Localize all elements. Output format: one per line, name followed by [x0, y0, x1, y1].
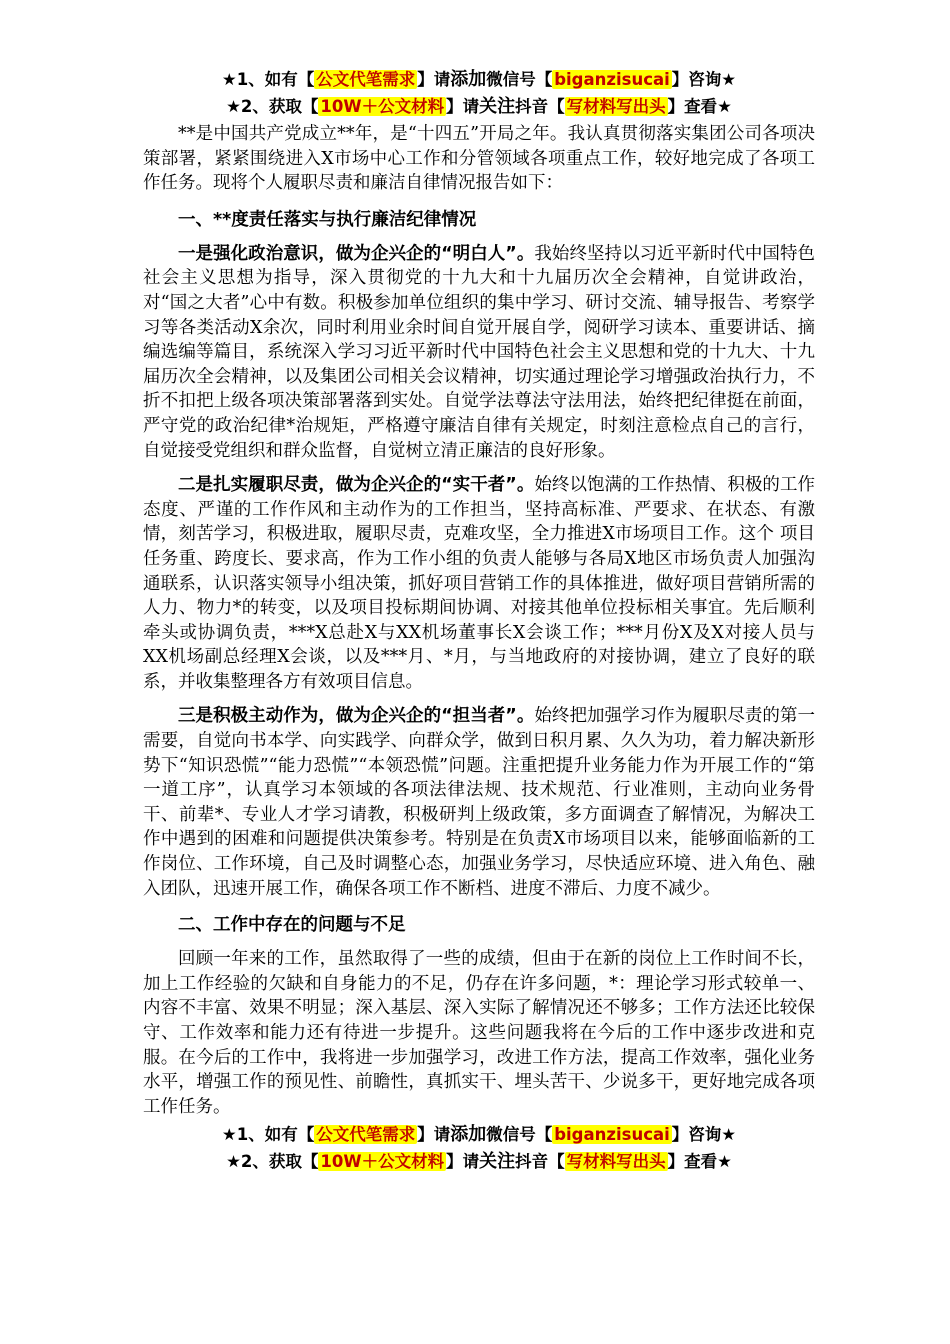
promo-text: ★1、如有【	[221, 70, 315, 89]
promo-text: 】咨询★	[671, 1125, 737, 1145]
promo-text: 】咨询★	[671, 70, 737, 89]
point-lead: 三是积极主动作为，做为企兴企的“担当者”。	[178, 706, 535, 727]
promo-text: ★2、获取【	[226, 1152, 319, 1172]
promo-text: 】查看★	[667, 97, 732, 116]
paragraph-point-3	[143, 704, 815, 901]
promo-text: 】查看★	[667, 1152, 732, 1172]
promo-highlight: 写材料写出头	[566, 97, 666, 116]
promo-text: ★2、获取【	[226, 97, 319, 116]
promo-text: 】请添加微信号【	[417, 69, 553, 90]
promo-highlight: 写材料写出头	[566, 1152, 666, 1172]
promo-highlight: biganzisucai	[554, 1125, 670, 1145]
promo-line-3	[143, 1121, 815, 1148]
point-text: 始终以饱满的工作热情、积极的工作态度、严谨的工作作风和主动作为的工作担当，坚持高标准、严要求、在状态、有激情，刻苦学习，积极进取，履职尽责，克难攻坚，全力推进X市场项目工作。这个 项目任务重、跨度长、要求高，作为工作小组的负责人能够与各局X地区市场负责人加强沟通联系，认识落实领导小组决策，抓好项目营销工作的具体推进，做好项目营销所需的人力、物力*的转变，以及项目投标期间协调、对接其他单位投标相关事宜。先后顺利牵头或协调负责，***X总赴X与XX机场董事长X会谈工作；***月份X及X对接人员与XX机场副总经理X会谈，以及***月、*月，与当地政府的对接协调，建立了良好的联系，并收集整理各方有效项目信息。	[143, 475, 815, 692]
promo-highlight: 10W＋公文材料	[320, 97, 445, 116]
point-text: 始终把加强学习作为履职尽责的第一需要，自觉向书本学、向实践学、向群众学，做到日积月累、久久为功，着力解决新形势下“知识恐慌”“能力恐慌”“本领恐慌”问题。注重把提升业务能力作为开展工作的“第一道工序”，认真学习本领域的各项法律法规、技术规范、行业准则，主动向业务骨干、前辈*、专业人才学习请教，积极研判上级政策，多方面调查了解情况，为解决工作中遇到的困难和问题提供决策参考。特别是在负责X市场项目以来，能够面临新的工作岗位、工作环境，自己及时调整心态，加强业务学习，尽快适应环境、进入角色、融入团队，迅速开展工作，确保各项工作不断档、进度不滞后、力度不减少。	[143, 706, 815, 899]
promo-line-1	[143, 66, 815, 93]
promo-text: 】请关注抖音【	[446, 96, 565, 117]
promo-text: ★1、如有【	[221, 1125, 315, 1145]
point-text: 我始终坚持以习近平新时代中国特色社会主义思想为指导，深入贯彻党的十九大和十九届历次全会精神，自觉讲政治，对“国之大者”心中有数。积极参加单位组织的集中学习、研讨交流、辅导报告、考察学习等各类活动X余次，同时利用业余时间自觉开展自学，阅研学习读本、重要讲话、摘编选编等篇目，系统深入学习习近平新时代中国特色社会主义思想和党的十九大、十九届历次全会精神，以及集团公司相关会议精神，切实通过理论学习增强政治执行力，不折不扣把上级各项决策部署落到实处。自觉学法尊法守法用法，始终把纪律挺在前面，严守党的政治纪律*治规矩，严格遵守廉洁自律有关规定，时刻注意检点自己的言行，自觉接受党组织和群众监督，自觉树立清正廉洁的良好形象。	[143, 243, 815, 461]
promo-text: 】请关注抖音【	[446, 1151, 565, 1173]
promo-highlight: 公文代笔需求	[316, 1125, 416, 1145]
intro-paragraph: **是中国共产党成立**年，是“十四五”开局之年。我认真贯彻落实集团公司各项决策部署，紧紧围绕进入X市场中心工作和分管领域各项重点工作，较好地完成了各项工作任务。现将个人履职尽责和廉洁自律情况报告如下：	[143, 124, 815, 194]
promo-highlight: 公文代笔需求	[316, 70, 416, 89]
promo-line-2	[143, 93, 815, 120]
paragraph-point-1	[143, 242, 815, 463]
promo-highlight: biganzisucai	[554, 70, 670, 89]
section-2-paragraph: 回顾一年来的工作，虽然取得了一些的成绩，但由于在新的岗位上工作时间不长，加上工作经验的欠缺和自身能力的不足，仍存在许多问题，*：理论学习形式较单一、内容不丰富、效果不明显；深入基层、深入实际了解情况还不够多；工作方法还比较保守、工作效率和能力还有待进一步提升。这些问题我将在今后的工作中逐步改进和克服。在今后的工作中，我将进一步加强学习，改进工作方法，提高工作效率，强化业务水平，增强工作的预见性、前瞻性，真抓实干、埋头苦干、少说多干，更好地完成各项工作任务。	[143, 949, 815, 1117]
document-content	[143, 66, 815, 1175]
section-heading-1: 一、**度责任落实与执行廉洁纪律情况	[178, 209, 477, 230]
paragraph-point-2	[143, 473, 815, 694]
promo-highlight: 10W＋公文材料	[320, 1152, 445, 1172]
section-heading-2: 二、工作中存在的问题与不足	[178, 915, 406, 936]
point-lead: 二是扎实履职尽责，做为企兴企的“实干者”。	[178, 475, 535, 496]
point-lead: 一是强化政治意识，做为企兴企的“明白人”。	[178, 243, 535, 264]
promo-line-4	[143, 1148, 815, 1175]
promo-text: 】请添加微信号【	[417, 1124, 553, 1146]
